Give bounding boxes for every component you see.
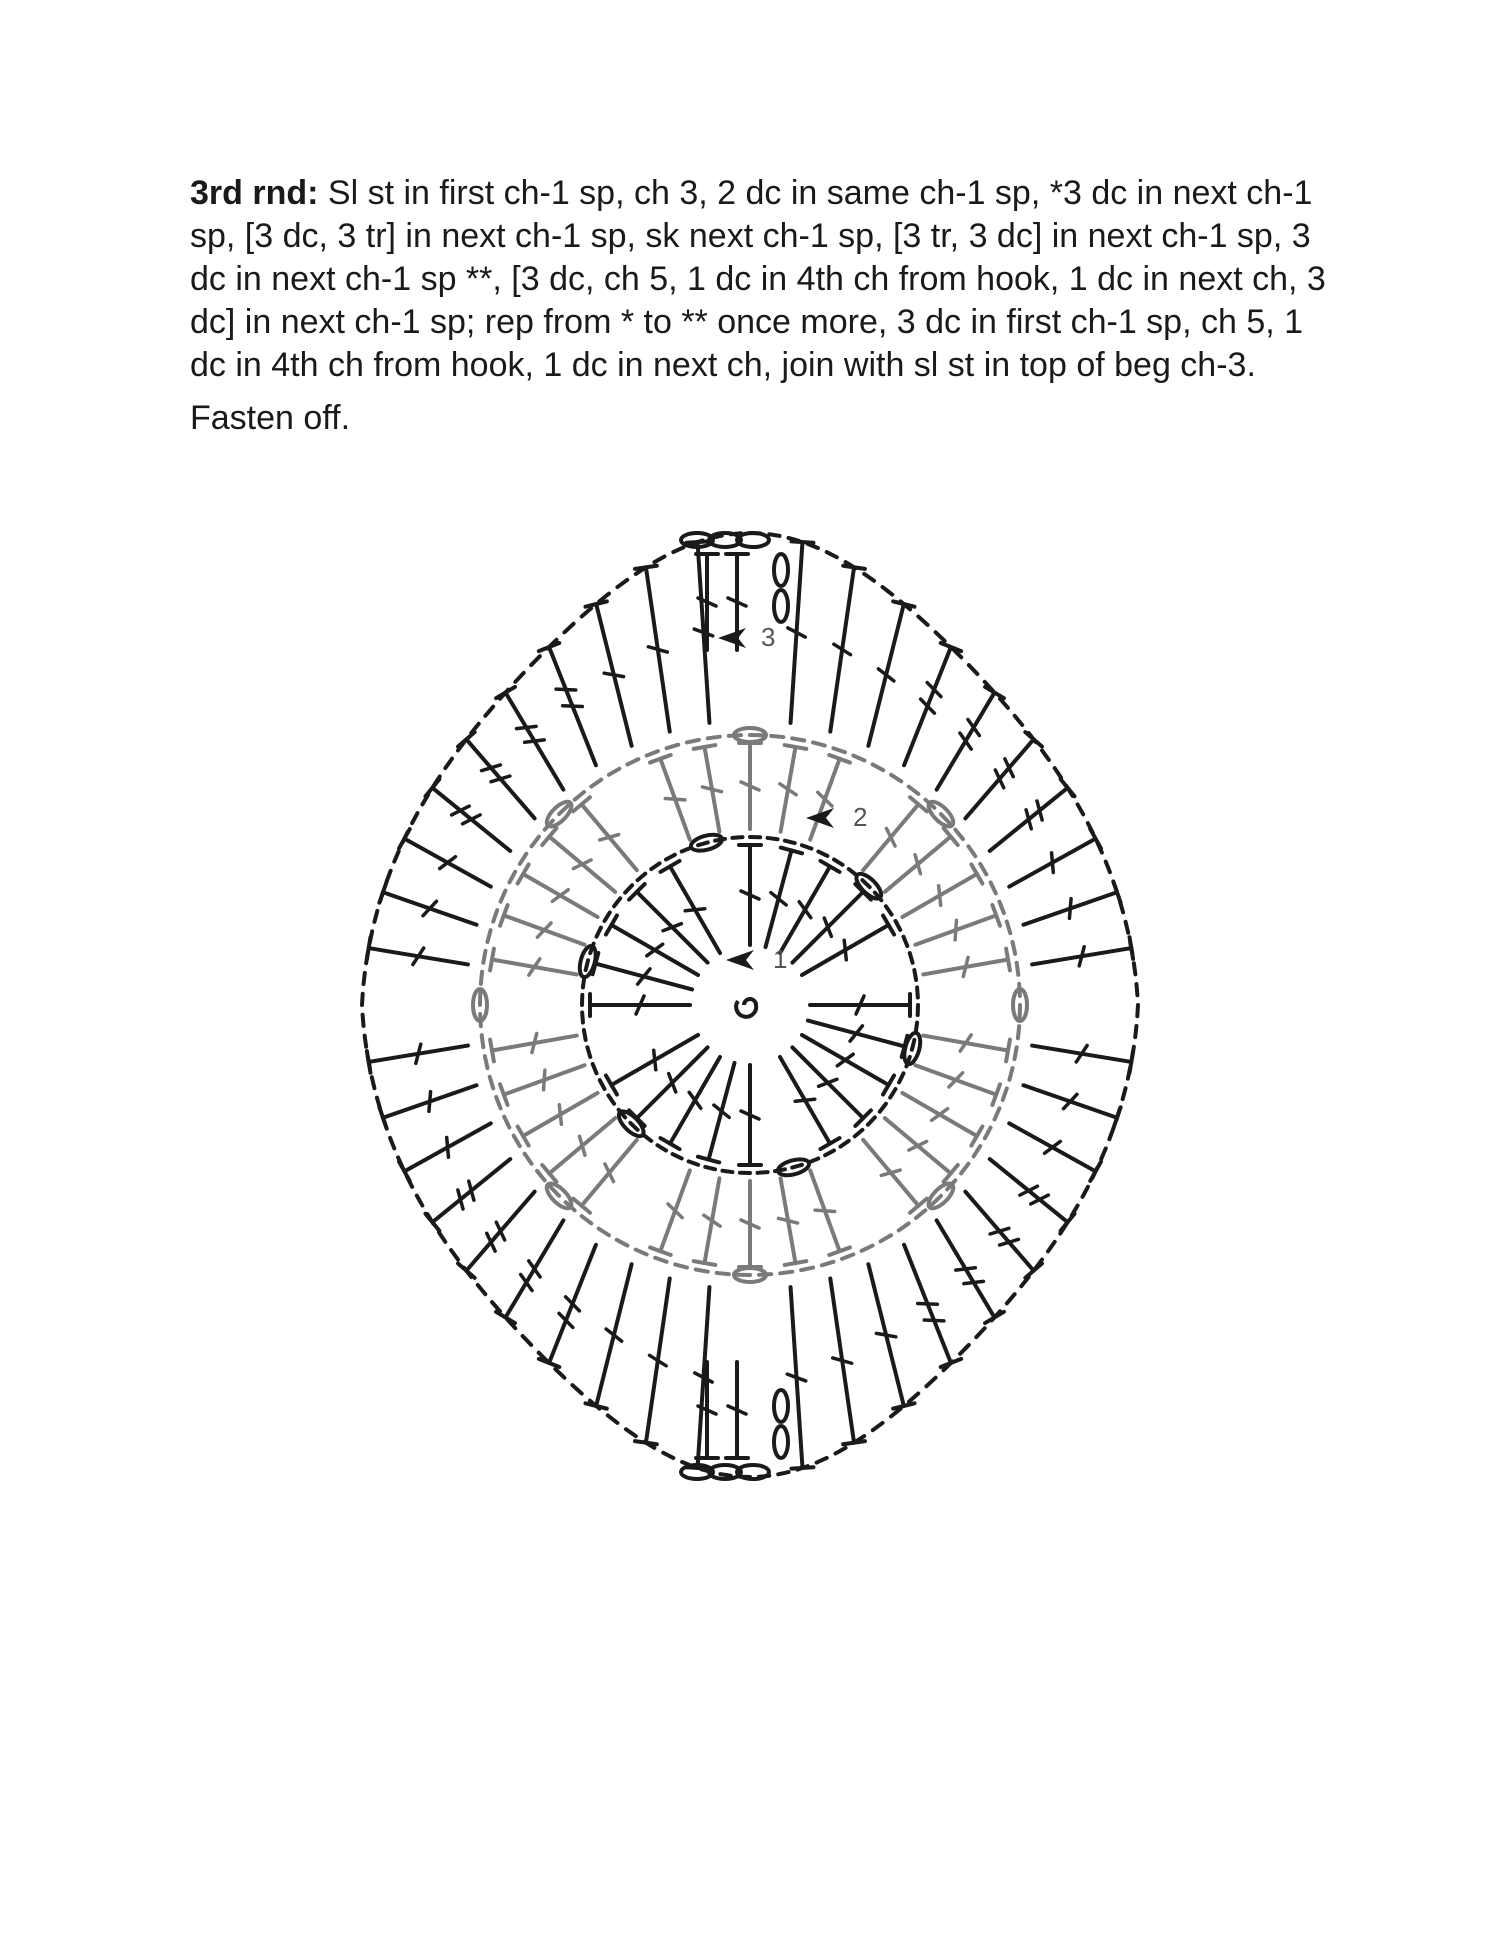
round1-dc-bar xyxy=(654,1050,656,1070)
round3-stitch-bar xyxy=(1052,853,1054,873)
round2-ring-dash xyxy=(496,1097,500,1108)
round3-edge-dash xyxy=(1126,922,1129,933)
round2-ring-dash xyxy=(842,1254,853,1258)
round2-ring-dash xyxy=(485,1056,488,1068)
round3-edge-dash xyxy=(515,673,523,682)
round2-dc-top xyxy=(490,1040,494,1062)
round2-ring-dash xyxy=(504,1117,509,1128)
round3-stitch-top xyxy=(792,541,814,542)
round2-ring-dash xyxy=(487,930,490,942)
round2-ring-dash xyxy=(599,1229,609,1236)
round1-ring-dash xyxy=(586,960,588,970)
round2-ring-dash xyxy=(1013,942,1016,954)
round1-ring-dash xyxy=(593,1064,597,1073)
round2-ring-dash xyxy=(708,737,720,739)
round3-edge-dash xyxy=(1134,963,1136,974)
round2-ring-dash xyxy=(481,972,482,984)
round3-edge-dash xyxy=(439,1232,445,1242)
round-marker-1: 1 xyxy=(773,944,788,974)
top-hanging-loop-chain xyxy=(774,554,788,586)
round2-dc-bar xyxy=(532,1033,537,1052)
round3-edge-dash xyxy=(1082,1187,1087,1197)
round3-stitch-top xyxy=(585,1403,606,1408)
round1-ring-dash xyxy=(917,987,918,997)
round2-ring-dash xyxy=(687,740,699,743)
round3-edge-dash xyxy=(374,911,377,922)
round1-ring-dash xyxy=(825,1150,834,1155)
round2-ring-dash xyxy=(955,830,963,839)
round2-ring-dash xyxy=(696,1270,708,1272)
round3-stitch-top xyxy=(843,566,865,569)
round3-edge-dash xyxy=(485,707,493,716)
round1-ring-dash xyxy=(890,1089,895,1098)
round3-stitch-bar xyxy=(416,1044,421,1063)
round1-ring-dash xyxy=(818,852,827,856)
round3-stitch-bar xyxy=(964,1281,984,1283)
round3-edge-dash xyxy=(778,1472,788,1474)
round3-edge-dash xyxy=(836,1448,846,1454)
round3-edge-dash xyxy=(582,608,591,616)
round1-ring-dash xyxy=(914,970,916,980)
round3-edge-dash xyxy=(1136,984,1137,995)
round3-edge-dash xyxy=(926,1378,935,1387)
round1-ring-dash xyxy=(903,937,907,946)
round2-ring-dash xyxy=(891,775,901,782)
round1-dc-bar xyxy=(685,909,705,911)
round3-edge-dash xyxy=(1106,862,1110,873)
round1-ring-dash xyxy=(614,898,620,906)
round1-ring-dash xyxy=(758,1172,768,1173)
round2-dc-top xyxy=(694,745,716,749)
round3-edge-dash xyxy=(364,973,365,984)
round3-edge-dash xyxy=(394,851,398,861)
round1-ring-dash xyxy=(630,1123,637,1130)
round3-edge-dash xyxy=(387,871,391,882)
round2-ring-dash xyxy=(801,1268,813,1271)
round2-ring-dash xyxy=(532,837,539,847)
round3-stitch-bar xyxy=(1069,899,1071,919)
round2-ring-dash xyxy=(961,1164,968,1174)
round3-edge-dash xyxy=(827,552,837,557)
round3-edge-dash xyxy=(372,1077,375,1088)
round2-ring-dash xyxy=(609,769,619,775)
round2-ring-dash xyxy=(591,780,601,787)
round2-dc-bar xyxy=(778,1218,797,1223)
round3-edge-dash xyxy=(960,1345,969,1354)
round2-ring-dash xyxy=(483,951,485,963)
round2-dc-bar xyxy=(702,787,721,792)
round3-edge-dash xyxy=(390,1138,394,1149)
round2-ring-dash xyxy=(667,745,679,748)
round1-dc-top xyxy=(781,848,802,854)
magic-ring-icon xyxy=(736,999,756,1017)
round3-edge-dash xyxy=(626,1429,636,1436)
round3-edge-dash xyxy=(1078,804,1084,814)
round2-ring-dash xyxy=(1003,1088,1007,1099)
round3-stitch-bar xyxy=(956,1268,976,1270)
round1-ring-dash xyxy=(597,928,601,937)
round2-ring-dash xyxy=(853,756,864,761)
round2-ring-dash xyxy=(862,1246,873,1251)
round2-ring-dash xyxy=(822,1262,834,1265)
bottom-hanging-loop-chain xyxy=(774,1390,788,1422)
round2-ring-dash xyxy=(582,1216,592,1223)
round2-ring-dash xyxy=(647,751,658,755)
round3-stitch-bar xyxy=(447,1138,449,1158)
round3-stitch-top xyxy=(367,1051,371,1073)
round1-ring-dash xyxy=(722,1171,732,1172)
round1-ring-dash xyxy=(657,1145,666,1150)
round1-ring-dash xyxy=(584,1030,586,1040)
round2-ring-dash xyxy=(968,846,975,856)
round2-ring-dash xyxy=(780,1272,792,1274)
round2-ring-dash xyxy=(675,1264,687,1267)
round3-stitch-bar xyxy=(1079,947,1084,966)
round3-edge-dash xyxy=(1007,1294,1015,1303)
round2-ring-dash xyxy=(932,1196,941,1204)
round1-ring-dash xyxy=(689,1161,698,1164)
round3-edge-dash xyxy=(1109,1129,1113,1140)
round1-ring-dash xyxy=(868,1117,875,1124)
round2-ring-dash xyxy=(941,814,949,823)
round3-edge-dash xyxy=(412,813,417,823)
round3-stitch-bar xyxy=(517,726,537,728)
round2-dc-bar xyxy=(665,799,685,800)
round2-dc-bar xyxy=(955,920,956,940)
round3-stitch-bar xyxy=(918,1303,938,1304)
round2-ring-dash xyxy=(537,1171,545,1180)
round1-ring-dash xyxy=(834,860,843,865)
round1-arrow-icon xyxy=(726,950,754,970)
round2-ring-dash xyxy=(525,1154,532,1164)
round2-ring-dash xyxy=(771,736,783,737)
round2-dc-top xyxy=(490,949,494,971)
round1-ring-dash xyxy=(705,1167,715,1169)
round2-dc-bar xyxy=(544,1070,545,1090)
round2-ring-dash xyxy=(1018,1026,1019,1038)
round1-ring-dash xyxy=(732,837,742,838)
round3-edge-dash xyxy=(769,534,779,536)
round2-dc-top xyxy=(694,1261,716,1265)
round3-stitch-top xyxy=(496,1312,515,1323)
round3-edge-dash xyxy=(365,1036,367,1047)
round2-ring-dash xyxy=(559,806,568,814)
round2-ring-dash xyxy=(991,882,996,893)
round2-ring-dash xyxy=(509,872,515,883)
round1-ring-dash xyxy=(608,1095,614,1103)
round2-dc-bar xyxy=(963,957,968,976)
round3-edge-dash xyxy=(572,1385,581,1393)
round1-ring-dash xyxy=(899,1073,903,1082)
round1-ring-dash xyxy=(673,1154,682,1158)
round3-stitch-top xyxy=(635,566,657,569)
round3-edge-dash xyxy=(864,574,874,581)
round3-edge-dash xyxy=(362,994,363,1005)
round1-ring-dash xyxy=(880,1104,886,1112)
round2-dc-bar xyxy=(939,886,941,906)
round2-ring-dash xyxy=(636,1250,647,1255)
round3-edge-dash xyxy=(478,1285,486,1294)
round1-dc-top xyxy=(698,1157,719,1163)
round3-edge-dash xyxy=(564,624,573,633)
round2-ring-dash xyxy=(482,1035,484,1047)
round1-ring-dash xyxy=(768,838,778,839)
round2-ring-dash xyxy=(899,1223,909,1230)
round2-dc-top xyxy=(1006,1040,1010,1062)
round3-stitch-bar xyxy=(458,1190,463,1209)
round3-edge-dash xyxy=(969,665,978,674)
round2-ring-dash xyxy=(493,910,497,921)
round3-edge-dash xyxy=(1042,750,1049,759)
round2-ring-dash xyxy=(813,742,825,745)
round-label: 3rd rnd: xyxy=(190,174,319,212)
round2-ring-dash xyxy=(873,764,884,770)
round1-ring-dash xyxy=(785,841,795,843)
round3-stitch-top xyxy=(496,687,515,698)
round3-edge-dash xyxy=(1015,716,1023,725)
round2-dc-top xyxy=(785,1261,807,1265)
round3-edge-dash xyxy=(663,1453,673,1458)
round3-edge-dash xyxy=(445,759,452,768)
round2-ring-dash xyxy=(980,864,986,874)
round2-ring-dash xyxy=(551,1187,559,1196)
fasten-off-note: Fasten off. xyxy=(190,399,351,437)
round1-ring-dash xyxy=(600,1080,605,1089)
top-hanging-loop-chain xyxy=(774,590,788,622)
round2-ring-dash xyxy=(909,787,919,794)
round3-edge-dash xyxy=(873,1423,883,1430)
round3-edge-dash xyxy=(883,587,893,595)
round2-dc-bar xyxy=(559,1105,561,1125)
round3-edge-dash xyxy=(936,632,945,641)
round3-edge-dash xyxy=(531,656,540,665)
round2-ring-dash xyxy=(999,902,1003,913)
round3-edge-dash xyxy=(608,1415,618,1423)
round1-ring-dash xyxy=(802,845,811,848)
round1-ring-dash xyxy=(625,885,632,892)
round3-edge-dash xyxy=(720,1474,730,1476)
round2-ring-dash xyxy=(995,1108,1000,1119)
round3-edge-dash xyxy=(523,1336,532,1345)
round3-stitch-top xyxy=(1130,937,1134,959)
round1-ring-dash xyxy=(651,863,659,869)
round3-stitch-top xyxy=(687,541,709,542)
round3-stitch-bar xyxy=(604,673,623,676)
round2-ring-dash xyxy=(514,1136,520,1146)
round3-stitch-top xyxy=(1130,1051,1134,1073)
round1-ring-dash xyxy=(587,1047,590,1057)
round2-dc-bar xyxy=(815,1210,835,1211)
round1-ring-dash xyxy=(855,1130,863,1137)
round1-ring-dash xyxy=(638,874,646,881)
round3-edge-dash xyxy=(654,557,664,563)
round2-ring-dash xyxy=(881,1235,891,1241)
round3-edge-dash xyxy=(1101,1148,1105,1158)
round2-ring-dash xyxy=(1015,1047,1017,1059)
round1-dc-bar xyxy=(795,1099,815,1101)
round2-ring-dash xyxy=(717,1273,729,1274)
round1-ring-dash xyxy=(862,880,869,887)
round3-stitch-bar xyxy=(525,740,545,742)
round3-edge-dash xyxy=(1137,1005,1138,1016)
round3-stitch-top xyxy=(893,601,914,606)
round1-ring-dash xyxy=(666,855,675,860)
round3-edge-dash xyxy=(617,580,627,587)
round3-edge-dash xyxy=(1123,1088,1126,1099)
round1-ring-dash xyxy=(605,912,610,921)
round-instructions: Sl st in first ch-1 sp, ch 3, 2 dc in same ch-1 sp, *3 dc in next ch-1 sp, [3 dc, 3 tr] in next ch-1 sp, sk next ch-1 sp, [3 tr, 3 dc] in next ch-1 sp, 3 dc in next ch-1 sp **, [3 dc, ch 5, 1 dc in 4th ch from hook, 1 dc in next ch, 3 dc] in next ch-1 sp; rep from * to ** once more, 3 dc in first ch-1 sp, ch 5, 1 dc in 4th ch from hook, 1 dc in next ch, join with sl st in top of beg ch-3. xyxy=(190,174,1326,384)
round1-dc-bar xyxy=(844,940,846,960)
round3-stitch-bar xyxy=(563,706,583,707)
round2-dc-top xyxy=(785,745,807,749)
round3-arrow-icon xyxy=(718,628,746,648)
round3-stitch-top xyxy=(585,601,606,606)
round3-stitch-top xyxy=(985,687,1004,698)
round-marker-3: 3 xyxy=(761,622,776,652)
round3-stitch-top xyxy=(985,1312,1004,1323)
round2-ring-dash xyxy=(501,891,506,902)
round2-ring-dash xyxy=(833,748,844,752)
round3-edge-dash xyxy=(673,547,683,552)
round2-ring-dash xyxy=(617,1240,628,1246)
round3-stitch-bar xyxy=(1026,810,1031,829)
round2-ring-dash xyxy=(916,1210,925,1218)
round2-ring-dash xyxy=(655,1258,666,1262)
round3-edge-dash xyxy=(555,1369,564,1378)
round3-stitch-top xyxy=(893,1403,914,1408)
round3-stitch-bar xyxy=(429,1092,431,1112)
round3-edge-dash xyxy=(918,616,927,624)
round2-ring-dash xyxy=(1007,922,1010,934)
round1-ring-dash xyxy=(840,1141,848,1147)
round3-edge-dash xyxy=(451,1250,458,1259)
round3-edge-dash xyxy=(1055,768,1061,778)
round2-ring-dash xyxy=(792,738,804,740)
round-marker-2: 2 xyxy=(853,802,868,832)
round1-ring-dash xyxy=(895,921,900,930)
round1-ring-dash xyxy=(582,1013,583,1023)
round1-ring-dash xyxy=(912,1040,914,1050)
round3-edge-dash xyxy=(1048,1242,1055,1251)
round3-edge-dash xyxy=(909,1394,918,1402)
round3-stitch-bar xyxy=(924,1320,944,1321)
round2-ring-dash xyxy=(1017,963,1019,975)
round3-stitch-top xyxy=(843,1441,865,1444)
round3-stitch-bar xyxy=(1037,801,1042,820)
round3-edge-dash xyxy=(817,1458,827,1463)
round3-stitch-bar xyxy=(469,1181,474,1200)
round2-ring-dash xyxy=(575,792,584,800)
round2-dc-top xyxy=(1006,949,1010,971)
round2-ring-dash xyxy=(974,1146,981,1156)
round2-ring-dash xyxy=(985,1128,991,1139)
round2-ring-dash xyxy=(1009,1068,1012,1080)
round3-stitch-top xyxy=(367,937,371,959)
round1-ring-dash xyxy=(698,842,708,845)
round3-stitch-bar xyxy=(876,1333,895,1336)
round3-stitch-top xyxy=(635,1441,657,1444)
round2-ring-dash xyxy=(520,854,527,864)
round3-stitch-bar xyxy=(556,689,576,690)
chart-stitches xyxy=(362,533,1138,1479)
round3-edge-dash xyxy=(976,1328,984,1337)
round3-edge-dash xyxy=(1135,1026,1136,1037)
bottom-hanging-loop-chain xyxy=(774,1426,788,1458)
round2-ring-dash xyxy=(627,759,638,764)
round3-edge-dash xyxy=(363,1015,364,1026)
round3-edge-dash xyxy=(417,1196,423,1206)
round2-ring-dash xyxy=(490,1077,493,1089)
round3-stitch-top xyxy=(792,1467,814,1468)
round1-ring-dash xyxy=(886,906,892,914)
round1-ring-dash xyxy=(910,953,913,963)
round1-ring-dash xyxy=(792,1165,802,1168)
